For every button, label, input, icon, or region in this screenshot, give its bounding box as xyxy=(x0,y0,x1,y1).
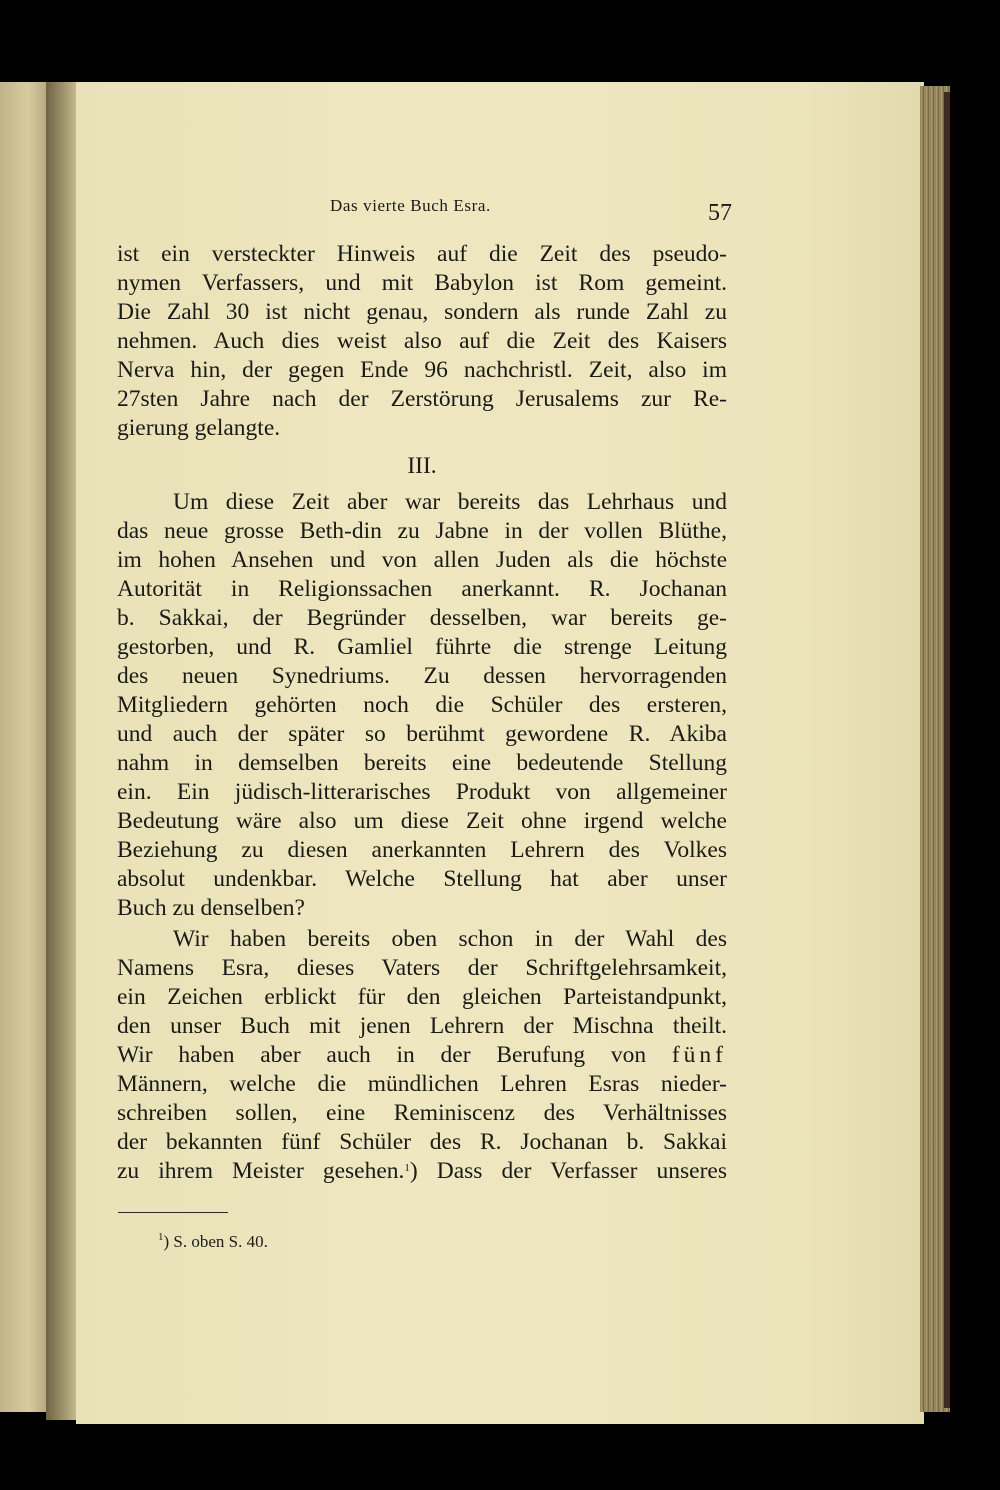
running-title: Das vierte Buch Esra. xyxy=(330,196,491,215)
text-line: Bedeutung wäre also um diese Zeit ohne irgend welche xyxy=(117,808,727,834)
text-line: Die Zahl 30 ist nicht genau, sondern als runde Zahl zu xyxy=(117,299,727,325)
text-segment: zu ihrem Meister gesehen. xyxy=(117,1158,405,1184)
paragraph-3 xyxy=(117,925,727,1186)
section-heading: III. xyxy=(407,453,437,479)
text-line: Autorität in Religionssachen anerkannt. R. Jochanan xyxy=(117,576,727,602)
text-line: nymen Verfassers, und mit Babylon ist Rom gemeint. xyxy=(117,270,727,296)
text-line xyxy=(117,1157,727,1186)
text-line: der bekannten fünf Schüler des R. Jochanan b. Sakkai xyxy=(117,1129,727,1155)
text-line: gierung gelangte. xyxy=(117,415,281,441)
text-segment: ) Dass der Verfasser unseres xyxy=(409,1158,727,1184)
text-line: den unser Buch mit jenen Lehrern der Mischna theilt. xyxy=(117,1013,727,1039)
text-line: Um diese Zeit aber war bereits das Lehrhaus und xyxy=(173,489,727,515)
text-segment: Wir haben aber auch in der Berufung von xyxy=(117,1042,647,1068)
footnote-text: ) S. oben S. 40. xyxy=(163,1232,268,1251)
text-line: und auch der später so berühmt gewordene R. Akiba xyxy=(117,721,727,747)
body-text xyxy=(117,240,727,1186)
text-line: ein Zeichen erblickt für den gleichen Parteistandpunkt, xyxy=(117,984,727,1010)
text-line xyxy=(117,1041,727,1070)
text-line: gestorben, und R. Gamliel führte die strenge Leitung xyxy=(117,634,727,660)
text-line: schreiben sollen, eine Reminiscenz des Verhältnisses xyxy=(117,1100,727,1126)
text-line: Männern, welche die mündlichen Lehren Esras nieder- xyxy=(117,1071,727,1097)
text-line: im hohen Ansehen und von allen Juden als die höchste xyxy=(117,547,727,573)
text-line: Namens Esra, dieses Vaters der Schriftgelehrsamkeit, xyxy=(117,955,727,981)
text-line: b. Sakkai, der Begründer desselben, war bereits ge- xyxy=(117,605,727,631)
paragraph-2 xyxy=(117,488,727,923)
text-line: ist ein versteckter Hinweis auf die Zeit des pseudo- xyxy=(117,241,727,267)
text-line: Beziehung zu diesen anerkannten Lehrern des Volkes xyxy=(117,837,727,863)
book-gutter xyxy=(46,82,78,1420)
text-line: ein. Ein jüdisch-litterarisches Produkt von allgemeiner xyxy=(117,779,727,805)
text-line: 27sten Jahre nach der Zerstörung Jerusalems zur Re- xyxy=(117,386,727,412)
paragraph-1 xyxy=(117,240,727,443)
text-line: Mitgliedern gehörten noch die Schüler des ersteren, xyxy=(117,692,727,718)
text-line: des neuen Synedriums. Zu dessen hervorragenden xyxy=(117,663,727,689)
text-line: das neue grosse Beth-din zu Jabne in der vollen Blüthe, xyxy=(117,518,727,544)
text-line: nahm in demselben bereits eine bedeutende Stellung xyxy=(117,750,727,776)
text-line: Buch zu denselben? xyxy=(117,895,305,921)
book-cover-edge xyxy=(944,92,950,1408)
text-line: Nerva hin, der gegen Ende 96 nachchristl. Zeit, also im xyxy=(117,357,727,383)
footnote-divider xyxy=(118,1212,228,1213)
text-line: absolut undenkbar. Welche Stellung hat aber unser xyxy=(117,866,727,892)
left-page-edge xyxy=(0,82,46,1412)
footnote-marker: 1 xyxy=(158,1231,164,1243)
footnote xyxy=(158,1232,268,1252)
emphasized-word: fünf xyxy=(671,1042,728,1068)
text-line: nehmen. Auch dies weist also auf die Zeit des Kaisers xyxy=(117,328,727,354)
text-line: Wir haben bereits oben schon in der Wahl des xyxy=(173,926,727,952)
footnote-reference: 1 xyxy=(404,1162,410,1174)
page-number: 57 xyxy=(708,200,732,226)
